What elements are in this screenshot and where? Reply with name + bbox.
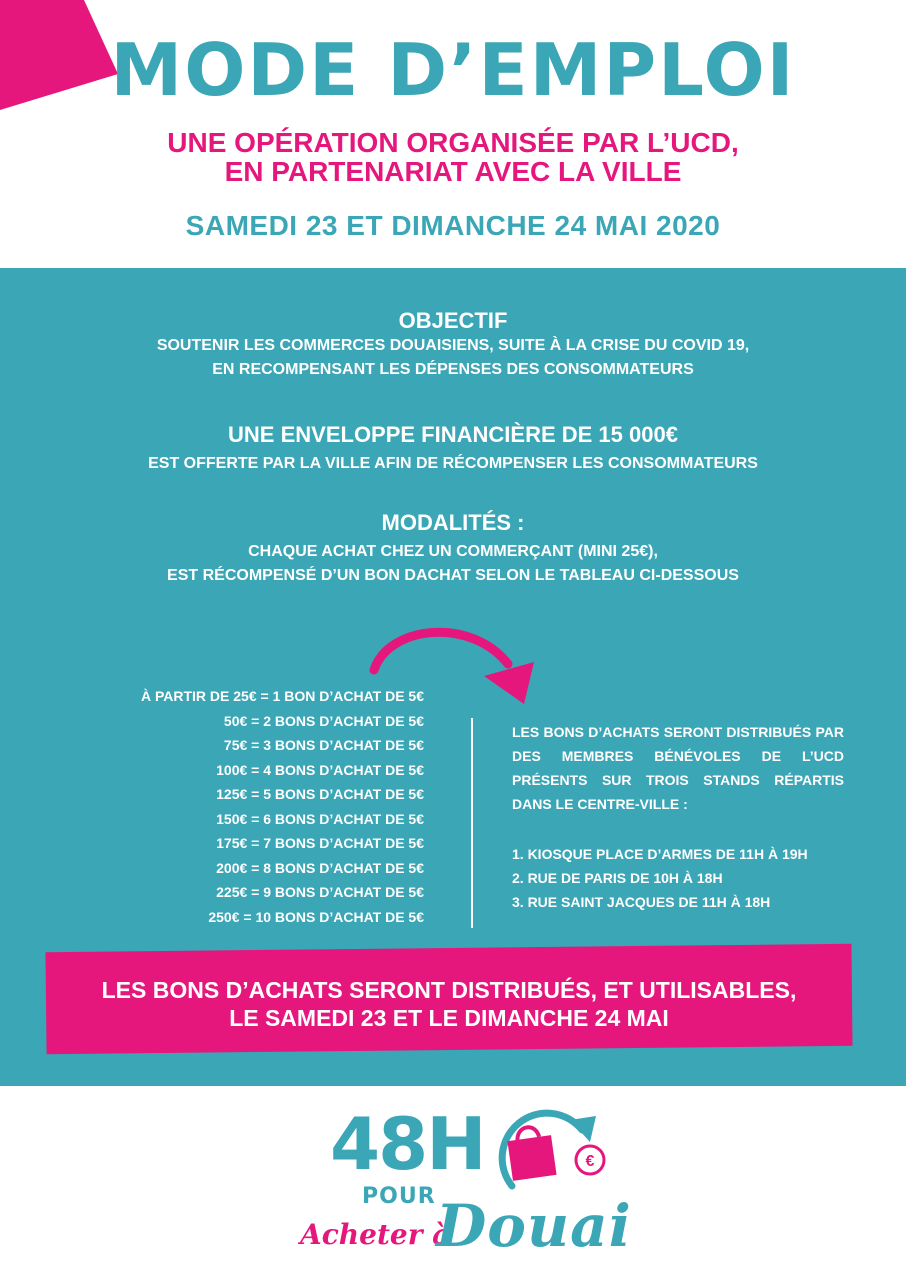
reward-table	[90, 684, 424, 929]
objectif-section	[0, 308, 906, 382]
modalites-heading: MODALITÉS :	[381, 510, 525, 535]
banner-text	[46, 976, 852, 1032]
banner-line-1: LES BONS D’ACHATS SERONT DISTRIBUÉS, ET UTILISABLES,	[101, 977, 797, 1003]
list-item: 2. RUE DE PARIS DE 10H À 18H	[512, 870, 723, 886]
table-row: 200€ = 8 BONS D’ACHAT DE 5€	[216, 859, 424, 876]
logo-douai: Douai	[436, 1192, 632, 1260]
euro-icon: €	[585, 1153, 595, 1170]
table-row: 250€ = 10 BONS D’ACHAT DE 5€	[208, 908, 424, 925]
event-logo	[290, 1096, 630, 1276]
logo-48h: 48H	[330, 1102, 485, 1186]
table-row: 175€ = 7 BONS D’ACHAT DE 5€	[216, 835, 424, 851]
objectif-line-2: EN RECOMPENSANT LES DÉPENSES DES CONSOMMATEURS	[212, 361, 694, 378]
event-date: SAMEDI 23 ET DIMANCHE 24 MAI 2020	[185, 210, 721, 241]
enveloppe-heading: UNE ENVELOPPE FINANCIÈRE DE 15 000€	[228, 422, 678, 447]
subtitle-line-1: UNE OPÉRATION ORGANISÉE PAR L’UCD,	[167, 127, 739, 158]
subtitle	[0, 128, 906, 186]
modalites-section	[0, 510, 906, 588]
distribution-paragraph: LES BONS D’ACHATS SERONT DISTRIBUÉS PAR DES MEMBRES BÉNÉVOLES DE L’UCD PRÉSENTS SUR TROIS STANDS RÉPARTIS DANS LE CENTRE-VILLE :	[512, 724, 844, 812]
header	[0, 0, 906, 268]
objectif-heading: OBJECTIF	[398, 308, 508, 333]
table-row: 100€ = 4 BONS D’ACHAT DE 5€	[216, 761, 424, 778]
table-row: À PARTIR DE 25€ = 1 BON D’ACHAT DE 5€	[140, 688, 424, 704]
vertical-divider	[471, 718, 473, 928]
distribution-info	[512, 720, 844, 914]
table-row: 75€ = 3 BONS D’ACHAT DE 5€	[223, 737, 424, 753]
subtitle-line-2: EN PARTENARIAT AVEC LA VILLE	[224, 156, 682, 187]
table-row: 225€ = 9 BONS D’ACHAT DE 5€	[216, 884, 424, 900]
shopping-bag-cycle-icon	[478, 1096, 618, 1206]
table-row: 50€ = 2 BONS D’ACHAT DE 5€	[223, 712, 424, 729]
logo-acheter: Acheter à	[300, 1218, 451, 1251]
modalites-line-1: CHAQUE ACHAT CHEZ UN COMMERÇANT (MINI 25€),	[248, 543, 658, 560]
banner-line-2: LE SAMEDI 23 ET LE DIMANCHE 24 MAI	[229, 1005, 669, 1031]
enveloppe-section	[0, 422, 906, 476]
modalites-line-2: EST RÉCOMPENSÉ D’UN BON DACHAT SELON LE TABLEAU CI-DESSOUS	[167, 567, 739, 584]
table-row: 125€ = 5 BONS D’ACHAT DE 5€	[216, 786, 424, 802]
table-row: 150€ = 6 BONS D’ACHAT DE 5€	[216, 810, 424, 827]
enveloppe-line: EST OFFERTE PAR LA VILLE AFIN DE RÉCOMPENSER LES CONSOMMATEURS	[148, 455, 758, 472]
page-title: MODE D’EMPLOI	[110, 28, 796, 112]
objectif-line-1: SOUTENIR LES COMMERCES DOUAISIENS, SUITE À LA CRISE DU COVID 19,	[156, 337, 750, 354]
stands-list	[512, 842, 844, 914]
list-item: 1. KIOSQUE PLACE D’ARMES DE 11H À 19H	[512, 846, 808, 862]
logo-pour: POUR	[362, 1184, 436, 1209]
list-item: 3. RUE SAINT JACQUES DE 11H À 18H	[512, 894, 771, 910]
